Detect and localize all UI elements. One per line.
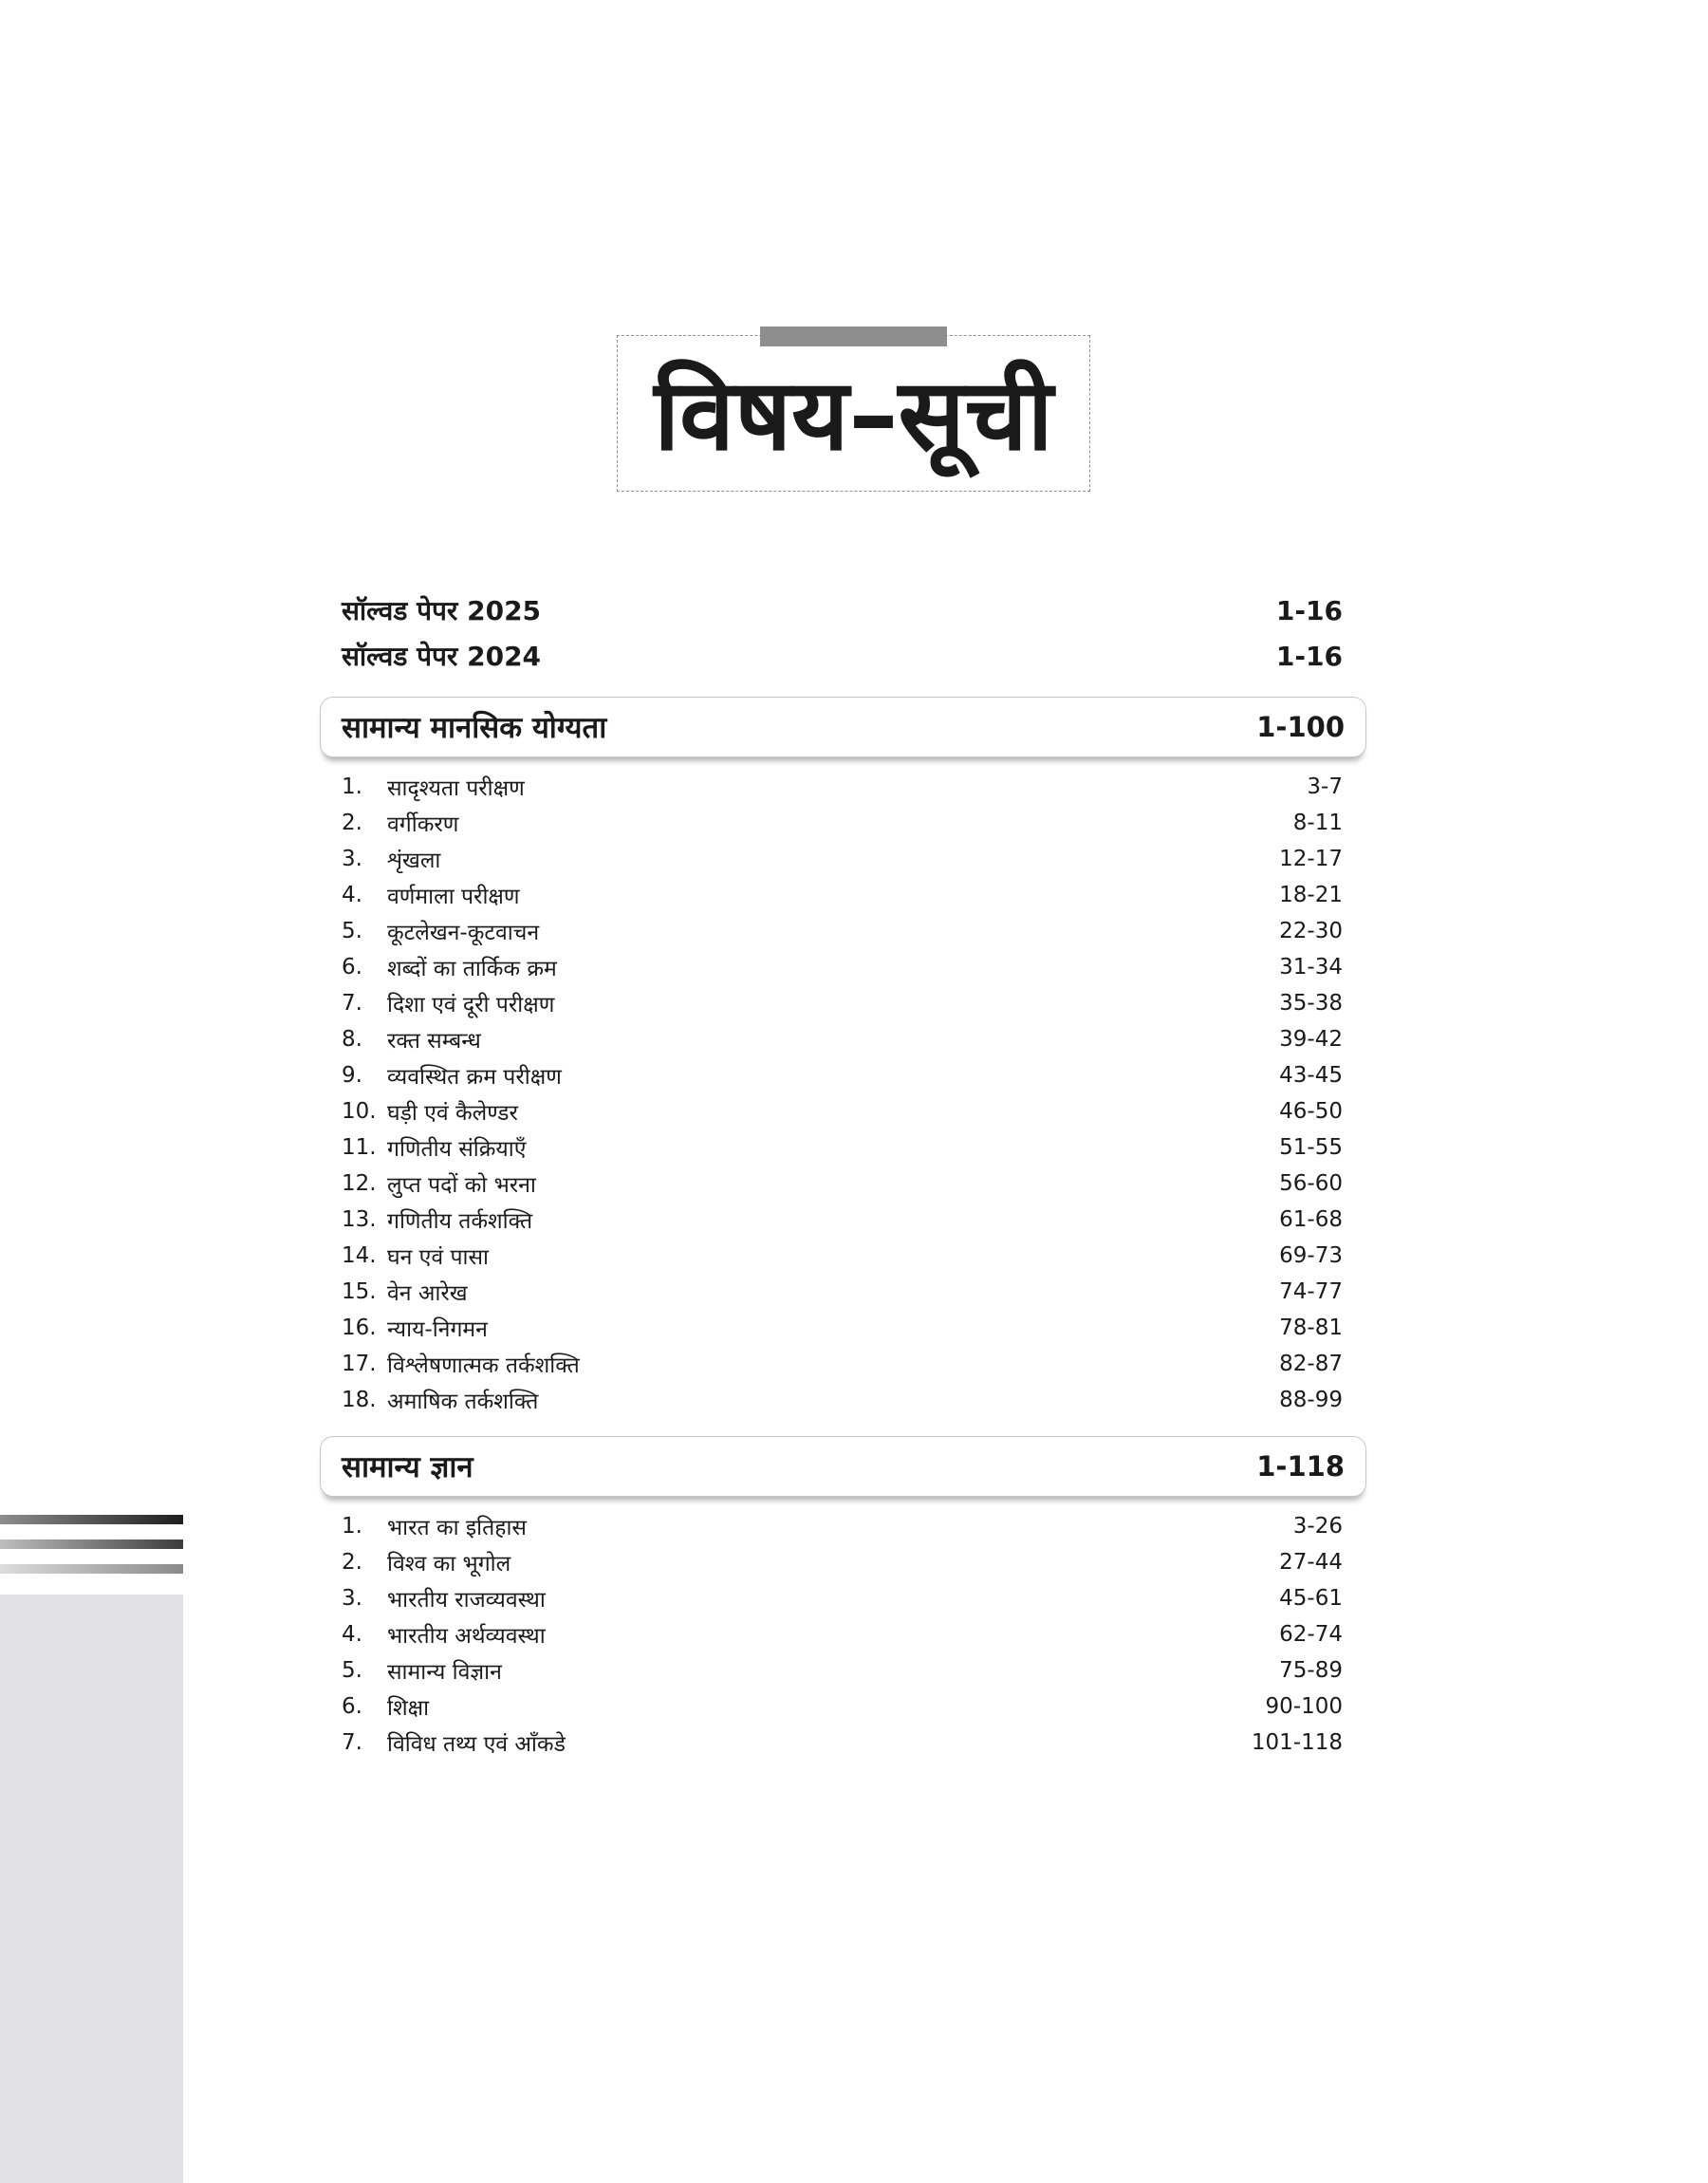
toc-item [342, 949, 1343, 985]
toc-item-pages: 61-68 [1279, 1207, 1343, 1232]
toc-item-pages: 88-99 [1279, 1388, 1343, 1412]
toc-item-pages: 46-50 [1279, 1099, 1343, 1124]
toc-item-number: 2. [342, 811, 362, 835]
toc-item-pages: 3-7 [1307, 774, 1343, 799]
toc-item-label: कूटलेखन-कूटवाचन [387, 921, 540, 945]
toc-item-pages: 31-34 [1279, 955, 1343, 980]
toc-item-label: घड़ी एवं कैलेण्डर [387, 1101, 518, 1126]
toc-item-number: 15. [342, 1279, 377, 1304]
toc-item-pages: 43-45 [1279, 1063, 1343, 1088]
toc-item-label: विश्लेषणात्मक तर्कशक्ति [387, 1353, 580, 1378]
toc-item-pages: 45-61 [1279, 1586, 1343, 1611]
solved-paper-label: सॉल्वड पेपर 2024 [342, 641, 542, 672]
toc-item [342, 1238, 1343, 1274]
toc-item-number: 11. [342, 1135, 377, 1160]
toc-item-label: सामान्य विज्ञान [387, 1660, 502, 1685]
solved-paper-pages: 1-16 [1275, 594, 1343, 626]
toc-item-number: 14. [342, 1243, 377, 1268]
toc-item-number: 8. [342, 1027, 362, 1052]
toc-item-label: सादृश्यता परीक्षण [387, 776, 525, 801]
toc-item-number: 2. [342, 1550, 362, 1575]
toc-item-number: 7. [342, 991, 362, 1016]
toc-item-label: वर्णमाला परीक्षण [387, 885, 520, 909]
toc-item [342, 1508, 1343, 1544]
toc-item-number: 12. [342, 1171, 377, 1196]
section-title: सामान्य मानसिक योग्यता [342, 711, 607, 745]
toc-item-pages: 62-74 [1279, 1622, 1343, 1647]
toc-item-label: विश्व का भूगोल [387, 1552, 511, 1577]
section-item-list [342, 769, 1343, 1418]
toc-item-label: विविध तथ्य एवं आँकडे [387, 1732, 566, 1757]
toc-item-pages: 18-21 [1279, 883, 1343, 907]
toc-item-pages: 74-77 [1279, 1279, 1343, 1304]
toc-item [342, 1544, 1343, 1580]
toc-item-label: वर्गीकरण [387, 812, 459, 837]
solved-paper-row [342, 588, 1343, 633]
toc-item-number: 6. [342, 1694, 362, 1719]
toc-item [342, 1580, 1343, 1616]
section-item-list [342, 1508, 1343, 1761]
toc-item-pages: 22-30 [1279, 919, 1343, 943]
toc-item-number: 7. [342, 1730, 362, 1755]
toc-item-label: अमाषिक तर्कशक्ति [387, 1390, 539, 1414]
toc-item-number: 1. [342, 774, 362, 799]
toc-item-number: 5. [342, 919, 362, 943]
toc-item-label: दिशा एवं दूरी परीक्षण [387, 993, 555, 1017]
toc-item-number: 4. [342, 883, 362, 907]
toc-item [342, 1166, 1343, 1202]
toc-item-pages: 51-55 [1279, 1135, 1343, 1160]
toc-item-number: 4. [342, 1622, 362, 1647]
toc-item-number: 6. [342, 955, 362, 980]
toc-item-label: वेन आरेख [387, 1281, 468, 1306]
toc-item-label: शृंखला [387, 849, 441, 873]
section-header [320, 1436, 1366, 1497]
title-box [617, 335, 1090, 492]
toc-item-label: भारतीय राजव्यवस्था [387, 1588, 546, 1613]
toc-item-label: रक्त सम्बन्ध [387, 1029, 481, 1054]
toc-item-label: गणितीय संक्रियाएँ [387, 1137, 527, 1162]
section-range: 1-118 [1256, 1450, 1345, 1483]
toc-item-label: न्याय-निगमन [387, 1317, 488, 1342]
toc-item-number: 1. [342, 1514, 362, 1539]
toc-item-pages: 35-38 [1279, 991, 1343, 1016]
toc-item [342, 1616, 1343, 1652]
decorative-stripe [0, 1564, 183, 1574]
toc-item [342, 1129, 1343, 1166]
toc-item-label: लुप्त पदों को भरना [387, 1173, 536, 1198]
toc-item-label: घन एवं पासा [387, 1245, 490, 1270]
toc-item [342, 1689, 1343, 1725]
toc-item [342, 877, 1343, 913]
toc-item [342, 1093, 1343, 1129]
toc-item-number: 18. [342, 1388, 377, 1412]
section-title: सामान्य ज्ञान [342, 1450, 473, 1484]
toc-item [342, 1021, 1343, 1057]
toc-item [342, 1725, 1343, 1761]
page-title: विषय–सूची [654, 357, 1053, 473]
solved-paper-row [342, 633, 1343, 679]
toc-item [342, 985, 1343, 1021]
toc-item-label: शिक्षा [387, 1696, 430, 1721]
toc-item-pages: 39-42 [1279, 1027, 1343, 1052]
decorative-stripe [0, 1539, 183, 1549]
toc-item-number: 17. [342, 1352, 377, 1376]
toc-item-pages: 12-17 [1279, 847, 1343, 871]
toc-item-pages: 75-89 [1279, 1658, 1343, 1683]
toc-item [342, 1274, 1343, 1310]
toc-item-pages: 27-44 [1279, 1550, 1343, 1575]
toc-item-number: 3. [342, 1586, 362, 1611]
toc-item [342, 769, 1343, 805]
toc-item-pages: 78-81 [1279, 1315, 1343, 1340]
toc-item-pages: 90-100 [1265, 1694, 1343, 1719]
toc-item-label: भारत का इतिहास [387, 1516, 527, 1540]
toc-item-label: भारतीय अर्थव्यवस्था [387, 1624, 546, 1649]
side-panel [0, 1595, 183, 2183]
toc-item [342, 805, 1343, 841]
toc-item-pages: 101-118 [1251, 1730, 1343, 1755]
toc-item-pages: 3-26 [1292, 1514, 1343, 1539]
toc-item-number: 13. [342, 1207, 377, 1232]
decorative-stripe [0, 1515, 183, 1524]
toc-item-number: 16. [342, 1315, 377, 1340]
toc-item-number: 5. [342, 1658, 362, 1683]
toc-item [342, 1652, 1343, 1689]
toc-item [342, 1202, 1343, 1238]
toc-item [342, 1346, 1343, 1382]
toc-item-number: 9. [342, 1063, 362, 1088]
toc-item [342, 1382, 1343, 1418]
toc-item-pages: 56-60 [1279, 1171, 1343, 1196]
section-range: 1-100 [1256, 711, 1345, 743]
toc-item-number: 3. [342, 847, 362, 871]
section-header [320, 697, 1366, 757]
toc-item-pages: 8-11 [1292, 811, 1343, 835]
toc-item-label: गणितीय तर्कशक्ति [387, 1209, 533, 1234]
toc-item [342, 841, 1343, 877]
toc-item-label: शब्दों का तार्किक क्रम [387, 957, 557, 981]
toc-item-pages: 69-73 [1279, 1243, 1343, 1268]
toc-item-number: 10. [342, 1099, 377, 1124]
solved-paper-pages: 1-16 [1275, 640, 1343, 672]
toc-item [342, 1057, 1343, 1093]
solved-paper-label: सॉल्वड पेपर 2025 [342, 595, 542, 626]
toc-item-label: व्यवस्थित क्रम परीक्षण [387, 1065, 562, 1090]
toc-item [342, 1310, 1343, 1346]
toc-item-pages: 82-87 [1279, 1352, 1343, 1376]
toc-item [342, 913, 1343, 949]
